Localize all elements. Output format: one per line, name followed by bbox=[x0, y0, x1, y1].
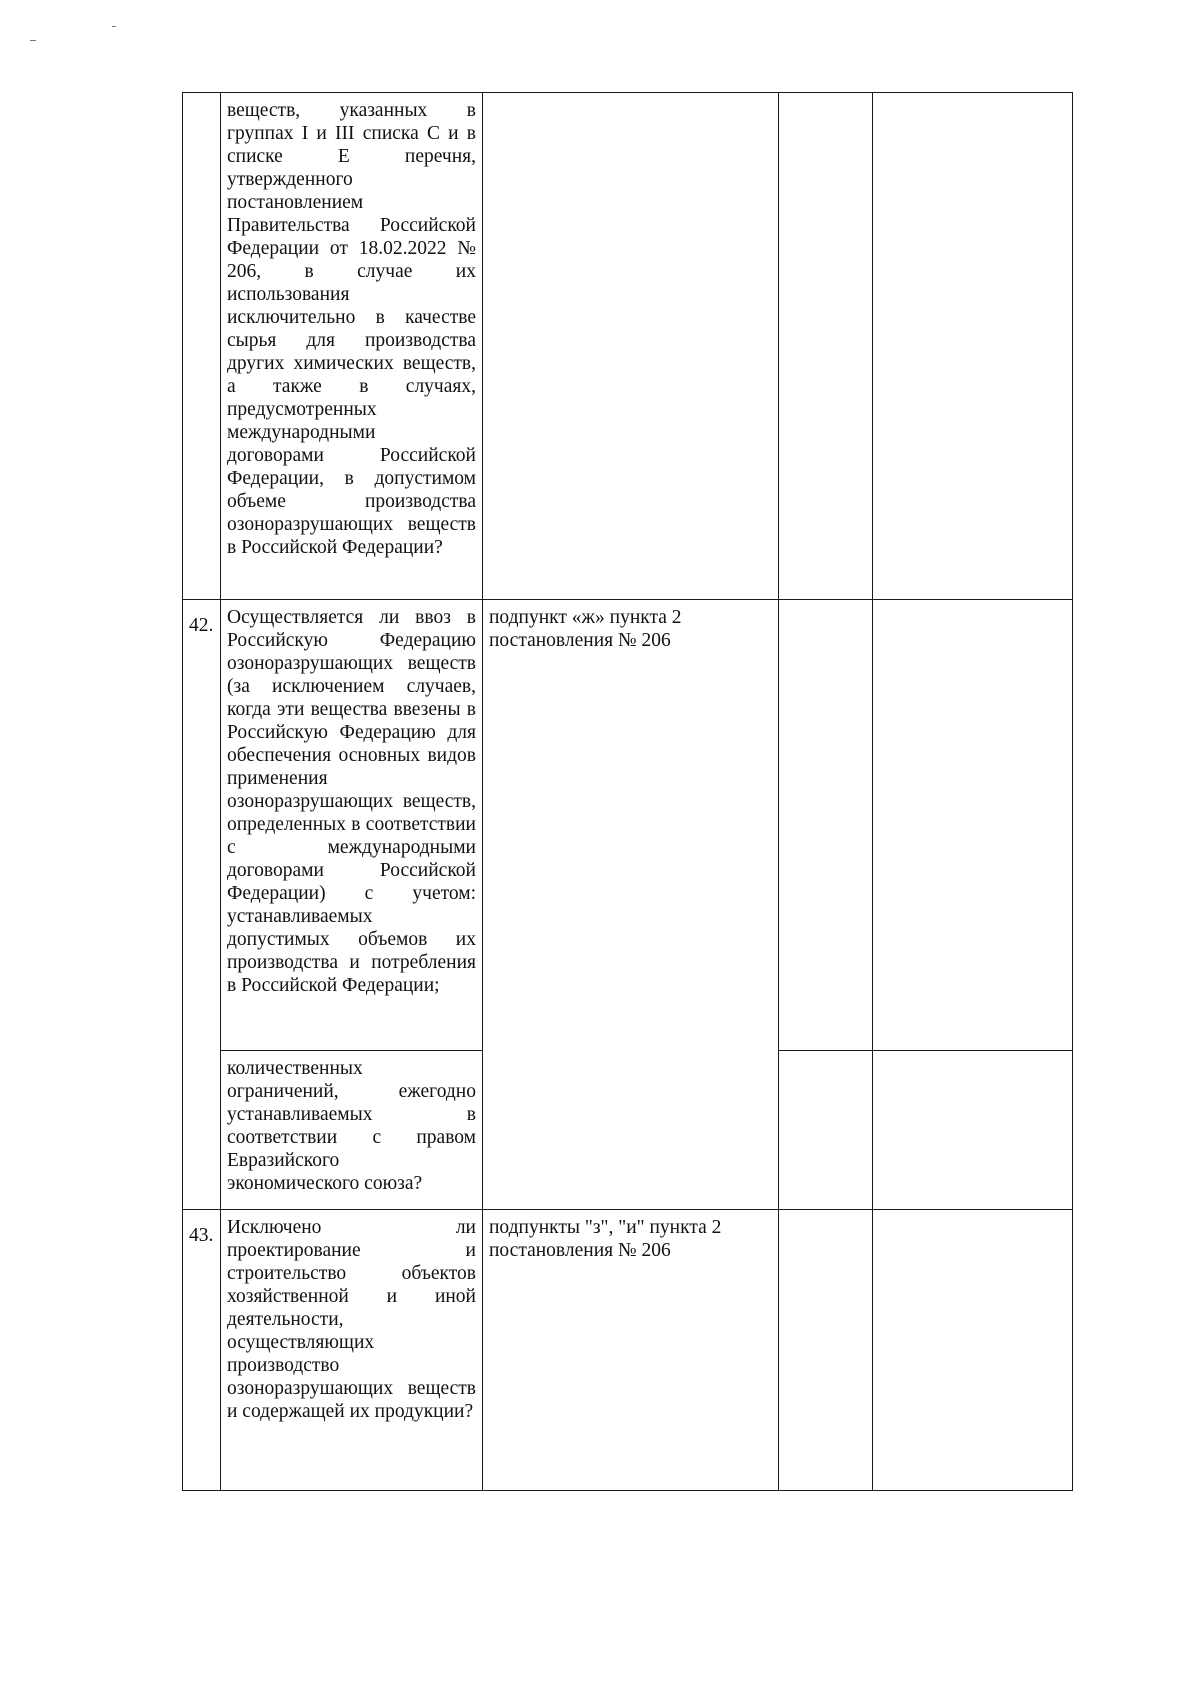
table-row bbox=[183, 1210, 1073, 1491]
note-cell bbox=[873, 600, 1073, 1051]
question-cell: Осуществляется ли ввоз в Российскую Федерацию озоноразрушающих веществ (за исключением случаев, когда эти вещества ввезены в Российскую Федерацию для обеспечения основных видов применения озоноразрушающих веществ, определенных в соответствии с международными договорами Российской Федерации) с учетом: устанавливаемых допустимых объемов их производства и потребления в Российской Федерации; bbox=[221, 600, 483, 1051]
question-cell: Исключено ли проектирование и строительство объектов хозяйственной и иной деятельности, осуществляющих производство озоноразрушающих веществ и содержащей их продукции? bbox=[221, 1210, 483, 1491]
answer-cell bbox=[779, 1210, 873, 1491]
reference-cell: подпункты "з", "и" пункта 2 постановления № 206 bbox=[483, 1210, 779, 1491]
note-cell bbox=[873, 1051, 1073, 1210]
answer-cell bbox=[779, 93, 873, 600]
reference-cell bbox=[483, 93, 779, 600]
subquestion-cell: количественных ограничений, ежегодно устанавливаемых в соответствии с правом Евразийского экономического союза? bbox=[221, 1051, 483, 1210]
table-row bbox=[183, 600, 1073, 1051]
checklist-table bbox=[182, 92, 1073, 1491]
reference-cell: подпункт «ж» пункта 2 постановления № 206 bbox=[483, 600, 779, 1210]
scan-speck bbox=[30, 40, 36, 41]
row-number-cell: 42. bbox=[183, 600, 221, 1210]
row-number-cell bbox=[183, 93, 221, 600]
question-cell: веществ, указанных в группах I и III списка С и в списке Е перечня, утвержденного постановлением Правительства Российской Федерации от 18.02.2022 № 206, в случае их использования исключительно в качестве сырья для производства других химических веществ, а также в случаях, предусмотренных международными договорами Российской Федерации, в допустимом объеме производства озоноразрушающих веществ в Российской Федерации? bbox=[221, 93, 483, 600]
answer-cell bbox=[779, 600, 873, 1051]
note-cell bbox=[873, 93, 1073, 600]
answer-cell bbox=[779, 1051, 873, 1210]
scan-speck bbox=[112, 26, 116, 27]
table-row bbox=[183, 93, 1073, 600]
row-number-cell: 43. bbox=[183, 1210, 221, 1491]
note-cell bbox=[873, 1210, 1073, 1491]
